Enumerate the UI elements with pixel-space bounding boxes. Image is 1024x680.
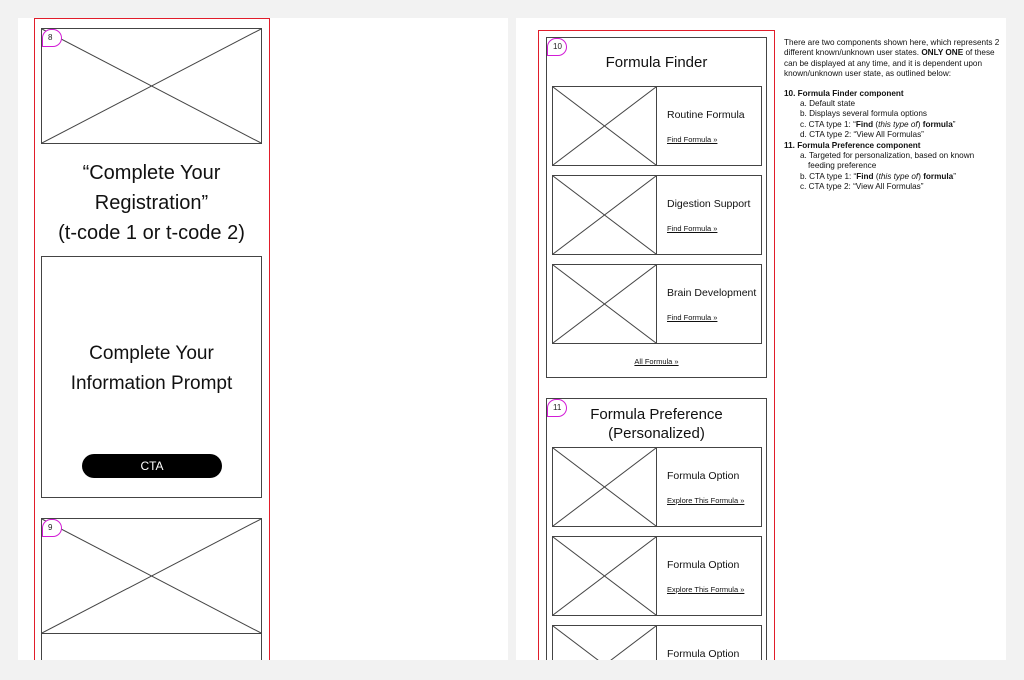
formula-card-digestion [552,175,762,255]
notes-text: c. CTA type 1: “ [800,119,856,129]
card-image-placeholder [553,626,657,660]
registration-text-panel [41,143,262,257]
notes-bold: Find [855,119,874,129]
card-title: Formula Option [667,559,740,571]
notes-text: ” [953,171,956,181]
cta-button[interactable]: CTA [82,454,222,478]
notes-bold: formula [922,119,953,129]
notes-intro-text-2: of these can be displayed at any time, and it is dependent upon known/unknown user state, as outlined below: [784,48,995,79]
find-formula-link[interactable]: Find Formula » [667,313,718,322]
formula-option-card [552,625,762,660]
notes-text: b. CTA type 1: “ [800,171,857,181]
notes-text: ) [917,119,923,129]
card-image-placeholder [553,448,657,526]
formula-card-routine [552,86,762,166]
hero-image-placeholder [42,29,261,143]
information-prompt-panel [42,257,261,497]
formula-card-brain [552,264,762,344]
notes-section-10 [784,89,1006,141]
notes-text: ( [873,119,879,129]
information-prompt-heading: Complete Your Information Prompt [70,343,233,394]
notes-section-title: 11. Formula Preference component [784,140,921,150]
notes-item: d. CTA type 2: “View All Formulas” [800,130,924,140]
formula-option-card [552,536,762,616]
left-artboard [18,18,508,660]
notes-intro-emphasis: ONLY ONE [921,48,964,58]
card-title: Brain Development [667,287,757,299]
card-title: Routine Formula [667,109,745,121]
annotation-badge-9: 9 [42,519,62,537]
notes-item: c. CTA type 2: “View All Formulas” [800,182,924,192]
notes-item: b. Displays several formula options [800,109,927,119]
section-9-divider [42,633,261,634]
notes-item: a. Default state [800,99,856,109]
registration-heading: “Complete Your Registration” (t-code 1 or t-code 2) [58,162,245,244]
explore-formula-link[interactable]: Explore This Formula » [667,585,745,594]
section-9-component [41,518,262,660]
notes-section-title: 10. Formula Finder component [784,88,904,98]
notes-text: ( [873,171,879,181]
card-title: Formula Option [667,470,740,482]
component-notes [784,38,1006,193]
card-image-placeholder [553,537,657,615]
formula-finder-component [546,37,767,378]
formula-preference-component [546,398,767,660]
notes-italic: this type of [878,171,919,181]
notes-bold: formula [923,171,954,181]
formula-finder-title: Formula Finder [605,54,708,71]
card-image-placeholder [553,265,657,343]
explore-formula-link[interactable]: Explore This Formula » [667,496,745,505]
card-image-placeholder [553,176,657,254]
notes-intro-text: There are two components shown here, which represents 2 different known/unknown user states. [784,38,1000,58]
notes-bold: Find [856,171,874,181]
notes-item: feeding preference [808,161,877,171]
find-formula-link[interactable]: Find Formula » [667,224,718,233]
formula-preference-title: Formula Preference (Personalized) [590,406,723,442]
annotation-badge-8: 8 [42,29,62,47]
formula-option-card [552,447,762,527]
card-title: Digestion Support [667,198,751,210]
notes-intro [784,38,1006,80]
notes-text: ) [918,171,924,181]
notes-italic: this type of [878,119,918,129]
notes-item [784,120,1006,130]
notes-item [784,172,1006,182]
right-artboard [516,18,1006,660]
annotation-badge-10: 10 [547,38,567,56]
notes-list [784,89,1006,193]
find-formula-link[interactable]: Find Formula » [667,135,718,144]
notes-text: ” [952,119,956,129]
notes-section-11 [784,141,1006,193]
all-formula-link[interactable]: All Formula » [634,357,679,366]
card-title: Formula Option [667,648,740,660]
annotation-badge-11: 11 [547,399,567,417]
registration-component [41,28,262,498]
card-image-placeholder [553,87,657,165]
notes-item: a. Targeted for personalization, based on known [800,151,975,161]
section-9-image-placeholder [42,519,261,633]
